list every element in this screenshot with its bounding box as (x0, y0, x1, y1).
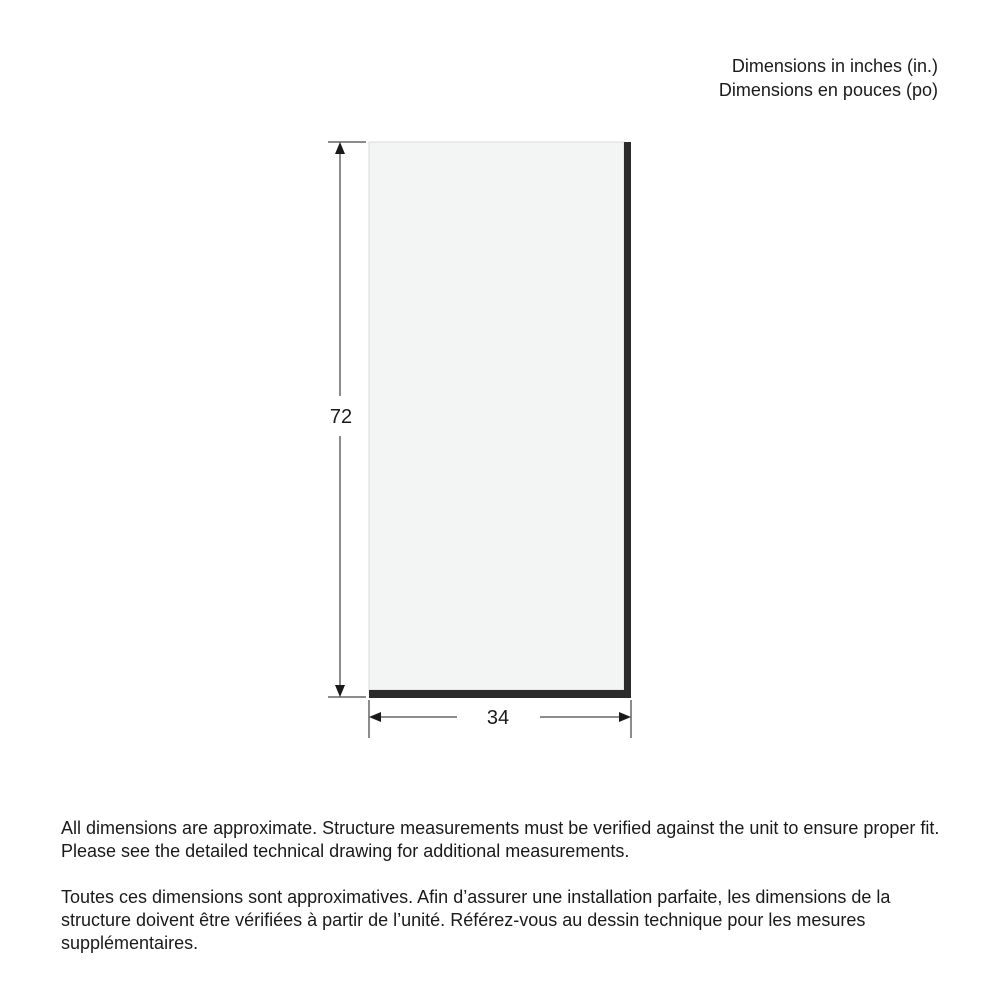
units-french: Dimensions en pouces (po) (718, 80, 938, 100)
width-arrow-right (619, 712, 631, 722)
disclaimer-french: Toutes ces dimensions sont approximatives. Afin d’assurer une installation parfaite, les dimensions de la structure doivent être vérifiées à partir de l’unité. Référez-vous au dessin technique pour les mesures supplémentaires. (61, 887, 891, 953)
height-arrow-bottom (335, 685, 345, 697)
height-dimension (328, 142, 366, 697)
height-label: 72 (329, 406, 353, 428)
width-label: 34 (486, 707, 510, 729)
glass-panel (369, 142, 624, 690)
disclaimer-english: All dimensions are approximate. Structure measurements must be verified against the unit to ensure proper fit. Please see the detailed technical drawing for additional measurements. (61, 818, 940, 861)
frame-bottom (369, 690, 631, 698)
frame-right (624, 142, 631, 698)
disclaimer-notes (61, 817, 951, 978)
width-dimension (369, 700, 631, 738)
width-arrow-left (369, 712, 381, 722)
height-arrow-top (335, 142, 345, 154)
units-english: Dimensions in inches (in.) (731, 56, 938, 76)
